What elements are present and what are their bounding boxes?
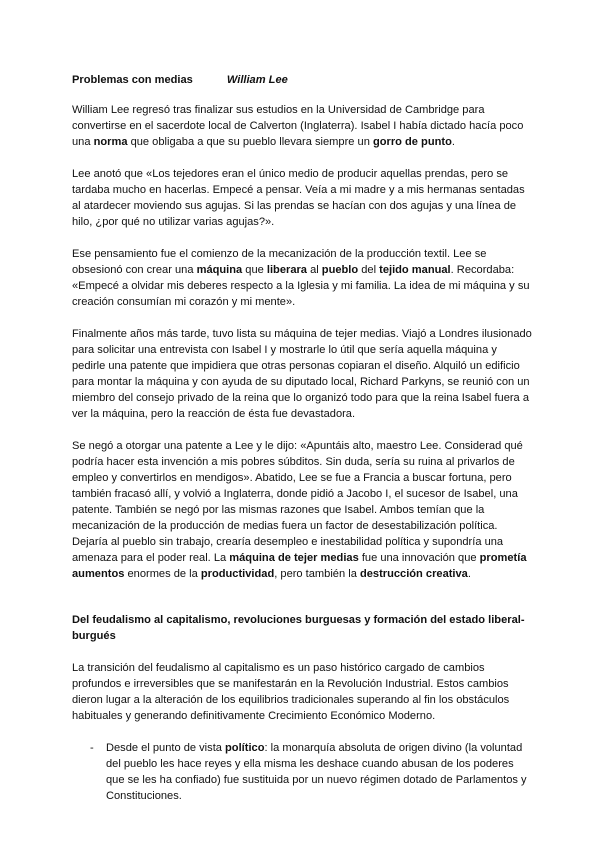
text-run: que obligaba a que su pueblo llevara siempre un xyxy=(127,136,373,148)
text-run: al xyxy=(306,264,322,276)
bullet-marker: - xyxy=(90,742,94,754)
paragraph-list xyxy=(72,102,532,582)
bold-text: político xyxy=(225,742,265,754)
bold-text: norma xyxy=(93,136,128,148)
bold-text: máquina xyxy=(196,264,243,276)
bold-text: máquina de tejer medias xyxy=(229,552,359,564)
paragraph xyxy=(72,326,532,422)
bold-text: liberara xyxy=(266,264,307,276)
paragraph xyxy=(72,246,532,310)
text-run: Lee anotó que «Los tejedores eran el único medio de producir aquellas prendas, pero se tardaba mucho en hacerlas. Empecé a pensar. Veía a mi madre y a mis hermanas sentadas al atardecer moviendo sus agujas. Si las prendas se hacían con dos agujas y una línea de hilo, ¿por qué no utilizar varias agujas?». xyxy=(72,168,525,228)
bold-text: gorro de punto xyxy=(372,136,452,148)
bullet-list xyxy=(72,740,532,804)
text-run: William Lee regresó tras finalizar sus estudios en la Universidad de Cambridge para convertirse en el sacerdote local de Calverton (Inglaterra). Isabel I había dictado hacía poco una xyxy=(72,104,524,148)
paragraph xyxy=(72,102,532,150)
text-run: . Recordaba: «Empecé a olvidar mis deberes respecto a la Iglesia y mi familia. La idea de mi máquina y su creación consumían mi corazón y mi mente». xyxy=(72,264,530,308)
document-title xyxy=(72,72,532,88)
text-run: Desde el punto de vista xyxy=(106,742,226,754)
title-heading: Problemas con medias xyxy=(72,74,193,86)
bold-text: destrucción creativa xyxy=(359,568,468,580)
text-run: . xyxy=(451,136,455,148)
text-run: Ese pensamiento fue el comienzo de la mecanización de la producción textil. Lee se obsesionó con crear una xyxy=(72,248,487,276)
list-item xyxy=(72,740,532,804)
text-run: : la monarquía absoluta de origen divino (la voluntad del pueblo les hace reyes y ella misma les deshace cuando abusan de los poderes que se les ha confiado) fue sustituida por un nuevo régimen dotado de Parlamentos y Constituciones. xyxy=(106,742,527,802)
document-page xyxy=(72,72,532,804)
text-run: Finalmente años más tarde, tuvo lista su máquina de tejer medias. Viajó a Londres ilusionado para solicitar una entrevista con Isabel I y mostrarle lo útil que sería aquella máquina y pedirle una patente que impidiera que otras personas copiaran el diseño. Alquiló un edificio para montar la máquina y con ayuda de su diputado local, Richard Parkyns, se reunió con un miembro del consejo privado de la reina que lo organizó todo para que la reina Isabel fuera a ver la máquina, pero la reacción de ésta fue devastadora. xyxy=(72,328,532,420)
bold-text: pueblo xyxy=(321,264,359,276)
paragraph xyxy=(72,166,532,230)
text-run: del xyxy=(358,264,380,276)
text-run: . xyxy=(467,568,471,580)
bold-text: prometía aumentos xyxy=(72,552,527,580)
bold-text: tejido manual xyxy=(379,264,451,276)
text-run: fue una innovación que xyxy=(358,552,480,564)
bold-text: productividad xyxy=(200,568,275,580)
paragraph xyxy=(72,438,532,582)
section-heading: Del feudalismo al capitalismo, revoluciones burguesas y formación del estado liberal-burgués xyxy=(72,614,525,642)
text-run: Se negó a otorgar una patente a Lee y le dijo: «Apuntáis alto, maestro Lee. Considerad qué podría hacer esta invención a mis pobres súbditos. Sin duda, sería su ruina al privarlos de empleo y convertirlos en mendigos». Abatido, Lee se fue a Francia a buscar fortuna, pero también fracasó allí, y volvió a Inglaterra, donde pidió a Jacobo I, el sucesor de Isabel, una patente. También se negó por las mismas razones que Isabel. Ambos temían que la mecanización de la producción de medias fuera un factor de desestabilización política. Dejaría al pueblo sin trabajo, crearía desempleo e inestabilidad política y supondría una amenaza para el poder real. La xyxy=(72,440,523,564)
text-run: que xyxy=(242,264,267,276)
section-intro: La transición del feudalismo al capitalismo es un paso histórico cargado de cambios profundos e irreversibles que se manifestarán en la Revolución Industrial. Estos cambios dieron lugar a la alteración de los equilibrios tradicionales superando al fin los obstáculos habituales y generando definitivamente Crecimiento Económico Moderno. xyxy=(72,662,510,722)
text-run: enormes de la xyxy=(124,568,201,580)
text-run: , pero también la xyxy=(274,568,360,580)
title-author: William Lee xyxy=(226,74,288,86)
